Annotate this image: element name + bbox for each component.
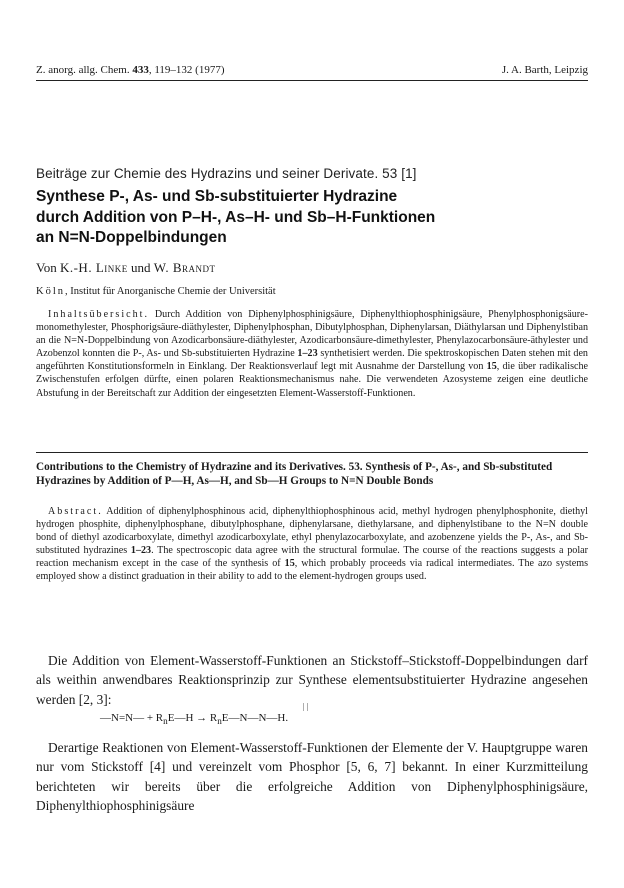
english-title: Contributions to the Chemistry of Hydrazine and its Derivatives. 53. Synthesis of P-, As-, and Sb-substituted Hydrazines by Addition of P—H, As—H, and Sb—H Groups to N=N Double Bonds	[36, 461, 553, 488]
reaction-equation: —N=N— + $R_nE—H$ → $R_nE—N—N—H$.	[100, 712, 289, 727]
abstract-heading: Abstract.	[48, 506, 103, 517]
header-rule	[36, 80, 588, 81]
abstract-heading: Inhaltsübersicht.	[48, 309, 149, 320]
volume-number: 433	[132, 64, 149, 76]
bond-ticks: | |	[303, 702, 309, 711]
city: Köln	[36, 286, 65, 297]
article-title	[36, 187, 596, 249]
title-line: durch Addition von P–H-, As–H- und Sb–H-Funktionen	[36, 208, 436, 226]
german-abstract: Inhaltsübersicht. Durch Addition von Diphenylphosphinigsäure, Diphenylthiophosphinigsäure, Phenylphosphonigsäure-monomethylester, Phosphorigsäure-diäthylester, Diphenylphosphan, Dibutylphosphan, Diphenylarsan, Diäthylarsan und Diphenylstiban an die N=N-Doppelbindung von Azodicarbonsäure-diäthylester, Azodicarbonsäure-dimethylester, Phenylazocarbonsäure-äthylester und Azobenzol konnten die P-, As- und Sb-substituierten Hydrazine 1–23 synthetisiert werden. Die spektroskopischen Daten stehen mit den angeführten Konstitutionsformeln in Einklang. Der Reaktionsverlauf legt mit Ausnahme der Darstellung von 15, die über radikalische Zwischenstufen erfolgen dürfte, einen polaren Reaktionsmechanismus nahe. Die verwendeten Azosysteme zeigen eine deutliche Abstufung in der Bereitschaft zur Addition der eingesetzten Element-Wasserstoff-Funktionen.	[36, 309, 588, 399]
author-name: K.-H. Linke	[59, 260, 128, 275]
authors: Von K.-H. Linke und W. Brandt	[36, 260, 216, 275]
series-line: Beiträge zur Chemie des Hydrazins und seiner Derivate. 53 [1]	[36, 166, 417, 181]
body-paragraph: Die Addition von Element-Wasserstoff-Funktionen an Stickstoff–Stickstoff-Doppelbindungen darf als weithin anwendbares Reaktionsprinzip zur Synthese elementsubstituierter Hydrazine angesehen werden [2, 3]:	[36, 653, 588, 707]
title-line: Synthese P-, As- und Sb-substituierter Hydrazine	[36, 188, 398, 205]
author-name: W. Brandt	[153, 260, 216, 275]
affiliation: Köln, Institut für Anorganische Chemie der Universität	[36, 286, 276, 297]
journal-citation: Z. anorg. allg. Chem. 433, 119–132 (1977)	[36, 64, 225, 76]
title-line: an N=N-Doppelbindungen	[36, 229, 227, 246]
publisher: J. A. Barth, Leipzig	[501, 64, 588, 76]
english-abstract: Abstract. Addition of diphenylphosphinous acid, diphenylthiophosphinous acid, methyl hydrogen phenylphosphonite, diethyl hydrogen phosphite, diphenylphosphane, dibutylphosphane, diphenylarsane, diethylarsane, and diphenylstibane to the N=N double bond of diethyl azodicarboxylate, dimethyl azodicarboxylate, ethyl phenylazocarboxylate, and azobenzene yields the P-, As-, and Sb- substituted hydrazines 1–23. The spectroscopic data agree with the structural formulae. The course of the reactions suggests a polar reaction mechanism except in the case of the synthesis of 15, which probably proceeds via radical intermediates. The azo systems employed show a distinct graduation in their ability to add to the element-hydrogen groups used.	[36, 506, 588, 583]
section-rule	[36, 452, 588, 453]
body-paragraph: Derartige Reaktionen von Element-Wasserstoff-Funktionen der Elemente der V. Hauptgruppe waren nur vom Stickstoff [4] und vereinzelt vom Phosphor [5, 6, 7] bekannt. In einer Kurzmitteilung berichteten wir bereits über die erfolgreiche Addition von Diphenylphosphinigsäure, Diphenylthiophosphinigsäure	[36, 740, 588, 814]
